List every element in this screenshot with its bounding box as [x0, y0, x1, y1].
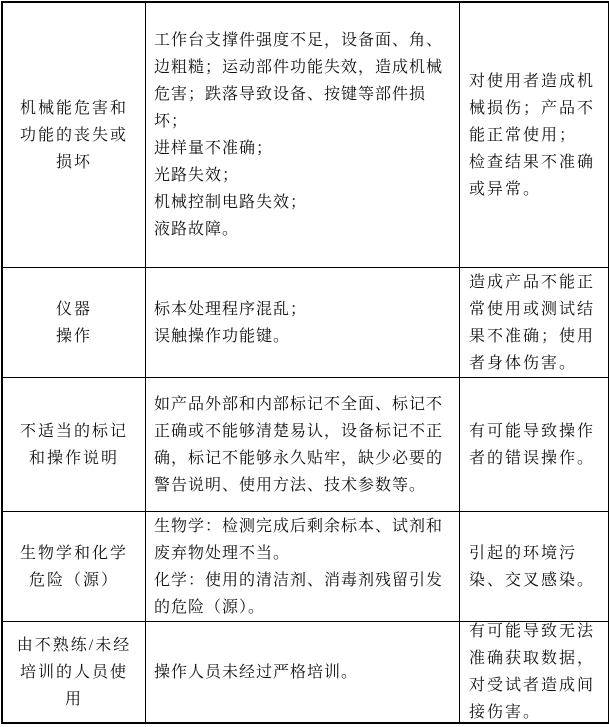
hazard-effect-cell	[460, 512, 608, 622]
hazard-category-cell	[3, 3, 146, 268]
hazard-cause-cell	[146, 3, 460, 268]
hazard-effect-text: 引起的环境污染、交叉感染。	[469, 544, 596, 589]
hazard-cause-text: 液路故障。	[154, 221, 240, 238]
hazard-category-text: 仪器	[55, 300, 92, 318]
hazard-category-cell	[3, 512, 146, 622]
hazard-category-cell	[3, 378, 146, 512]
hazard-effect-text: 有可能导致操作者的错误操作。	[469, 422, 596, 467]
hazard-cause-text: 工作台支撑件强度不足，设备面、角、边粗糙；运动部件功能失效，造成机械危害；跌落导致设备、按键等部件损坏；	[154, 32, 444, 130]
hazard-cause-text: 机械控制电路失效；	[154, 194, 308, 211]
hazard-cause-text: 光路失效；	[154, 167, 240, 184]
hazard-effect-text: 对使用者造成机械损伤；产品不能正常使用；	[469, 72, 596, 144]
risk-analysis-table	[1, 1, 609, 724]
hazard-cause-text: 误触操作功能键。	[154, 327, 291, 345]
hazard-effect-cell	[460, 268, 608, 378]
hazard-cause-text: 标本处理程序混乱；	[154, 300, 308, 318]
hazard-category-cell	[3, 622, 146, 722]
hazard-cause-text: 进样量不准确；	[154, 140, 274, 157]
hazard-effect-text: 有可能导致无法准确获取数据，对受试者造成间接伤害。	[469, 623, 596, 721]
hazard-effect-cell	[460, 3, 608, 268]
hazard-cause-cell	[146, 268, 460, 378]
hazard-cause-text: 操作人员未经过严格培训。	[154, 663, 359, 681]
hazard-category-text: 机械能危害和功能的丧失或损坏	[19, 99, 128, 171]
hazard-category-text: 操作	[55, 327, 92, 345]
hazard-effect-cell	[460, 378, 608, 512]
hazard-effect-cell	[460, 622, 608, 722]
hazard-cause-cell	[146, 622, 460, 722]
hazard-category-text: 由不熟练/未经培训的人员使用	[16, 636, 132, 708]
hazard-category-cell	[3, 268, 146, 378]
hazard-cause-text: 如产品外部和内部标记不全面、标记不正确或不能够清楚易认，设备标记不正确，标记不能够永久贴牢，缺少必要的警告说明、使用方法、技术参数等。	[154, 395, 444, 494]
hazard-cause-cell	[146, 378, 460, 512]
hazard-category-text: 不适当的标记和操作说明	[19, 422, 128, 467]
hazard-category-text: 生物学和化学危险（源）	[19, 544, 128, 589]
hazard-cause-text: 化学：使用的清洁剂、消毒剂残留引发的危险（源）。	[154, 571, 444, 616]
hazard-effect-text: 造成产品不能正常使用或测试结果不准确；使用者身体伤害。	[469, 273, 596, 372]
hazard-effect-text: 检查结果不准确或异常。	[469, 153, 596, 198]
hazard-cause-text: 生物学：检测完成后剩余标本、试剂和废弃物处理不当。	[154, 517, 444, 562]
hazard-cause-cell	[146, 512, 460, 622]
